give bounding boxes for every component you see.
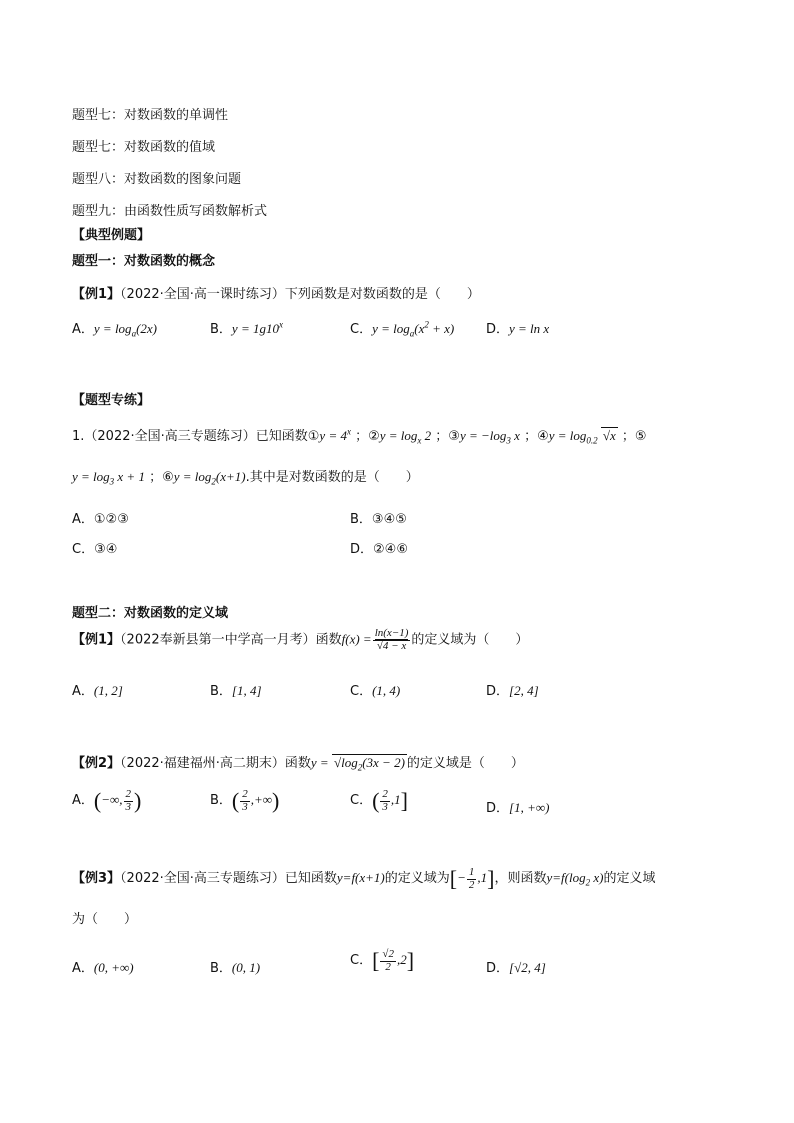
type2-ex1-option-d[interactable]: D．[2, 4] bbox=[486, 683, 539, 699]
practice-option-a[interactable]: A．①②③ bbox=[72, 512, 129, 527]
practice-option-c[interactable]: C．③④ bbox=[72, 542, 118, 557]
type2-ex2-option-d[interactable]: D．[1, +∞) bbox=[486, 800, 550, 816]
example-tag: 【例1】 bbox=[72, 287, 121, 302]
type2-ex3-option-d[interactable]: D．[√2, 4] bbox=[486, 960, 546, 976]
type2-ex1-option-b[interactable]: B．[1, 4] bbox=[210, 683, 262, 699]
practice-title: 【题型专练】 bbox=[72, 393, 151, 408]
type2-example3-line2: 为（ ） bbox=[72, 912, 138, 927]
practice-option-d[interactable]: D．②④⑥ bbox=[350, 542, 408, 557]
type1-option-b[interactable]: B．$y = 1g10^x$ bbox=[210, 319, 283, 337]
type2-ex1-option-c[interactable]: C．(1, 4) bbox=[350, 683, 401, 699]
outline-item-1: 题型七：对数函数的单调性 bbox=[72, 108, 229, 123]
practice-option-b[interactable]: B．③④⑤ bbox=[350, 512, 407, 527]
example-text: （2022·全国·高一课时练习）下列函数是对数函数的是（ ） bbox=[120, 287, 480, 302]
type2-ex2-option-c[interactable]: C．( $\frac{2}{3}$ ,1] bbox=[350, 787, 408, 813]
type2-ex2-option-b[interactable]: B．( $\frac{2}{3}$ ,+∞) bbox=[210, 787, 280, 813]
practice-q1-line1: 1.（2022·全国·高三专题练习）已知函数①y = $4^x$ ；②y = $\log_x 2$ ；③y = $-\log_3$ x ；④y = $\log_{0.2} √x$ ；⑤ bbox=[72, 426, 647, 446]
type2-ex3-option-c[interactable]: C．[ $\frac{√2}{2}$ ,2] bbox=[350, 947, 415, 973]
section-typical: 【典型例题】 bbox=[72, 228, 151, 243]
type1-option-d[interactable]: D．y = ln x bbox=[486, 321, 550, 337]
type2-example1: 【例1】（2022奉新县第一中学高一月考）函数f(x) = $\frac{\ln(x-1)}{√4 - x}$ 的定义域为（ ） bbox=[72, 627, 529, 652]
type2-example3-line1: 【例3】（2022·全国·高三专题练习）已知函数y=f(x+1)的定义域为[− $\frac{1}{2}$ ,1]，则函数$y=f(\log_2$ x)的定义域 bbox=[72, 865, 656, 891]
type1-option-c[interactable]: C．$y = \log_a(x^2 + x)$ bbox=[350, 319, 455, 339]
type1-option-a[interactable]: A．$y = \log_a(2x)$ bbox=[72, 321, 157, 339]
type1-example bbox=[72, 283, 480, 302]
type2-ex3-option-a[interactable]: A．(0, +∞) bbox=[72, 960, 134, 976]
outline-item-4: 题型九：由函数性质写函数解析式 bbox=[72, 204, 268, 219]
outline-item-2: 题型七：对数函数的值域 bbox=[72, 140, 216, 155]
type2-example2: 【例2】（2022·福建福州·高二期末）函数$y = √\log_2(3x - 2)$ 的定义域是（ ） bbox=[72, 755, 524, 773]
type1-title: 题型一：对数函数的概念 bbox=[72, 254, 216, 269]
type2-ex2-option-a[interactable]: A．(−∞, $\frac{2}{3}$ ) bbox=[72, 787, 142, 813]
type2-ex3-option-b[interactable]: B．(0, 1) bbox=[210, 960, 261, 976]
type2-title: 题型二：对数函数的定义域 bbox=[72, 606, 229, 621]
outline-item-3: 题型八：对数函数的图象问题 bbox=[72, 172, 242, 187]
practice-q1-line2: $y = \log_3 x + 1$ ；⑥y = $\log_2(x+1)$.其中是对数函数的是（ ） bbox=[72, 469, 419, 487]
type2-ex1-option-a[interactable]: A．(1, 2] bbox=[72, 683, 123, 699]
